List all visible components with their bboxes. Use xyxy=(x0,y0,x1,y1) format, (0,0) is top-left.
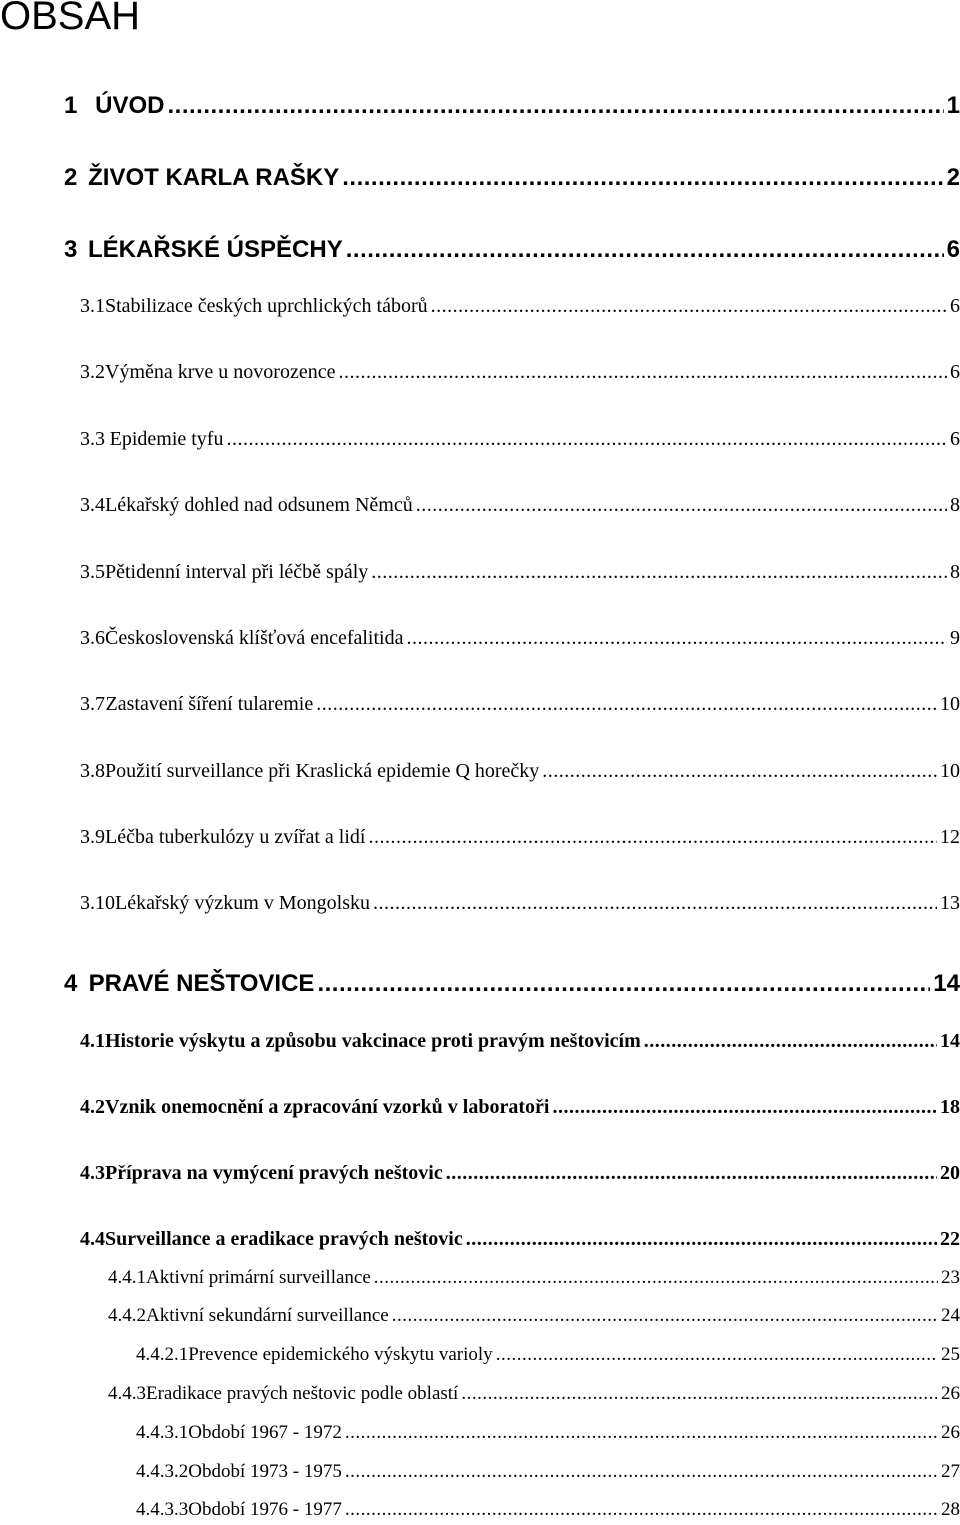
toc-title: Prevence epidemického výskytu varioly xyxy=(188,1344,493,1365)
toc-number: 3.8 xyxy=(80,760,105,782)
toc-leader xyxy=(416,494,947,517)
toc-leader xyxy=(431,295,947,318)
toc-page: 22 xyxy=(940,1228,960,1250)
toc-leader xyxy=(371,561,947,584)
toc-number: 3.3 xyxy=(80,428,105,450)
toc-number: 3.7 xyxy=(80,693,105,715)
toc-title: Lékařský dohled nad odsunem Němců xyxy=(105,494,413,516)
toc-entry-4[interactable] xyxy=(64,970,960,998)
toc-title: Výměna krve u novorozence xyxy=(105,361,336,383)
toc-number: 4.3 xyxy=(80,1162,105,1184)
toc-entry-4-1[interactable] xyxy=(80,1030,960,1053)
toc-page: 6 xyxy=(950,295,960,317)
toc-page: 23 xyxy=(941,1267,960,1288)
toc-title: Historie výskytu a způsobu vakcinace proti pravým neštovicím xyxy=(105,1030,641,1052)
toc-number: 4.4.3 xyxy=(108,1383,146,1404)
toc-page: 10 xyxy=(940,760,960,782)
toc-page: 8 xyxy=(950,494,960,516)
toc-number: 4.1 xyxy=(80,1030,105,1052)
toc-page: 20 xyxy=(940,1162,960,1184)
toc-number: 4.4.3.3 xyxy=(136,1499,189,1520)
toc-page: 6 xyxy=(946,236,960,263)
toc-leader xyxy=(466,1228,937,1251)
toc-title: ÚVOD xyxy=(95,92,165,119)
toc-page: 10 xyxy=(940,693,960,715)
toc-number: 4.4.3.1 xyxy=(136,1422,189,1443)
toc-page: 12 xyxy=(940,826,960,848)
toc-number: 4.4 xyxy=(80,1228,105,1250)
toc-number: 3.6 xyxy=(80,627,105,649)
toc-leader xyxy=(373,892,937,915)
toc-title: Československá klíšťová encefalitida xyxy=(105,627,404,649)
toc-entry-4-4-1[interactable] xyxy=(108,1267,960,1289)
toc-entry-4-4-2[interactable] xyxy=(108,1305,960,1327)
toc-entry-4-4-3-2[interactable] xyxy=(136,1461,960,1483)
toc-title: ŽIVOT KARLA RAŠKY xyxy=(88,164,340,191)
toc-entry-3-2[interactable] xyxy=(80,361,960,384)
toc-page: 1 xyxy=(946,92,960,119)
toc-leader xyxy=(345,1461,938,1483)
toc-title: Použití surveillance při Kraslická epidemie Q horečky xyxy=(105,760,540,782)
toc-number: 4 xyxy=(64,970,78,997)
toc-number: 3.4 xyxy=(80,494,105,516)
toc-leader xyxy=(226,428,947,451)
toc-leader xyxy=(317,970,930,998)
toc-title: Období 1976 - 1977 xyxy=(188,1499,342,1520)
toc-entry-4-4[interactable] xyxy=(80,1228,960,1251)
toc-entry-3-9[interactable] xyxy=(80,826,960,849)
toc-page: 18 xyxy=(940,1096,960,1118)
toc-number: 3.5 xyxy=(80,561,105,583)
toc-entry-4-4-3-3[interactable] xyxy=(136,1499,960,1521)
toc-entry-3-7[interactable] xyxy=(80,693,960,716)
toc-entry-4-4-3[interactable] xyxy=(108,1383,960,1405)
toc-leader xyxy=(461,1383,938,1405)
toc-leader xyxy=(496,1344,938,1366)
toc-page: 6 xyxy=(950,361,960,383)
toc-page: 2 xyxy=(946,164,960,191)
toc-leader xyxy=(345,1422,938,1444)
toc-number: 3.1 xyxy=(80,295,105,317)
toc-number: 3 xyxy=(64,236,78,263)
toc-leader xyxy=(644,1030,937,1053)
toc-title: Surveillance a eradikace pravých neštovic xyxy=(105,1228,463,1250)
toc-title: Zastavení šíření tularemie xyxy=(105,693,314,715)
toc-page: 14 xyxy=(940,1030,960,1052)
toc-title: Stabilizace českých uprchlických táborů xyxy=(105,295,428,317)
toc-entry-3[interactable] xyxy=(64,236,960,264)
toc-entry-4-4-3-1[interactable] xyxy=(136,1422,960,1444)
toc-leader xyxy=(316,693,937,716)
toc-title: Příprava na vymýcení pravých neštovic xyxy=(105,1162,443,1184)
toc-entry-3-1[interactable] xyxy=(80,295,960,318)
page-title: OBSAH xyxy=(0,0,141,38)
toc-entry-3-10[interactable] xyxy=(80,892,960,915)
toc-entry-3-8[interactable] xyxy=(80,760,960,783)
toc-leader xyxy=(392,1305,938,1327)
toc-title: Léčba tuberkulózy u zvířat a lidí xyxy=(105,826,366,848)
toc-page: 24 xyxy=(941,1305,960,1326)
toc-entry-1[interactable] xyxy=(64,92,960,120)
toc-title: Aktivní sekundární surveillance xyxy=(146,1305,389,1326)
toc-entry-3-5[interactable] xyxy=(80,561,960,584)
toc-number: 4.2 xyxy=(80,1096,105,1118)
toc-title: Pětidenní interval při léčbě spály xyxy=(105,561,369,583)
toc-leader xyxy=(406,627,947,650)
toc-entry-3-4[interactable] xyxy=(80,494,960,517)
toc-title: Eradikace pravých neštovic podle oblastí xyxy=(146,1383,459,1404)
toc-title: Epidemie tyfu xyxy=(109,428,224,450)
toc-number: 3.10 xyxy=(80,892,115,914)
toc-title: LÉKAŘSKÉ ÚSPĚCHY xyxy=(88,236,343,263)
toc-number: 1 xyxy=(64,92,78,119)
toc-number: 4.4.2.1 xyxy=(136,1344,189,1365)
toc-number: 2 xyxy=(64,164,78,191)
toc-leader xyxy=(168,92,944,120)
toc-page: 25 xyxy=(941,1344,960,1365)
toc-leader xyxy=(542,760,937,783)
toc-title: Vznik onemocnění a zpracování vzorků v laboratoři xyxy=(105,1096,550,1118)
toc-page: 13 xyxy=(940,892,960,914)
toc-page: 26 xyxy=(941,1422,960,1443)
toc-title: PRAVÉ NEŠTOVICE xyxy=(88,970,315,997)
toc-leader xyxy=(342,164,943,192)
toc-entry-3-3[interactable] xyxy=(80,428,960,451)
toc-title: Období 1967 - 1972 xyxy=(188,1422,342,1443)
toc-page: 27 xyxy=(941,1461,960,1482)
toc-leader xyxy=(346,236,944,264)
toc-leader xyxy=(345,1499,938,1521)
toc-page: 26 xyxy=(941,1383,960,1404)
toc-entry-4-4-2-1[interactable] xyxy=(136,1344,960,1366)
toc-leader xyxy=(368,826,937,849)
toc-leader xyxy=(446,1162,937,1185)
toc-page: 9 xyxy=(950,627,960,649)
toc-number: 4.4.3.2 xyxy=(136,1461,189,1482)
toc-page: 14 xyxy=(933,970,960,997)
toc-leader xyxy=(338,361,947,384)
toc-number: 4.4.1 xyxy=(108,1267,146,1288)
toc-entry-2[interactable] xyxy=(64,164,960,192)
toc-number: 4.4.2 xyxy=(108,1305,146,1326)
toc-leader xyxy=(552,1096,937,1119)
toc-title: Období 1973 - 1975 xyxy=(188,1461,342,1482)
toc-title: Lékařský výzkum v Mongolsku xyxy=(115,892,370,914)
toc-number: 3.9 xyxy=(80,826,105,848)
toc-page: 28 xyxy=(941,1499,960,1520)
toc-entry-4-2[interactable] xyxy=(80,1096,960,1119)
toc-leader xyxy=(374,1267,938,1289)
toc-number: 3.2 xyxy=(80,361,105,383)
toc-page: 6 xyxy=(950,428,960,450)
toc-entry-4-3[interactable] xyxy=(80,1162,960,1185)
toc-title: Aktivní primární surveillance xyxy=(146,1267,371,1288)
toc-entry-3-6[interactable] xyxy=(80,627,960,650)
toc-page: 8 xyxy=(950,561,960,583)
